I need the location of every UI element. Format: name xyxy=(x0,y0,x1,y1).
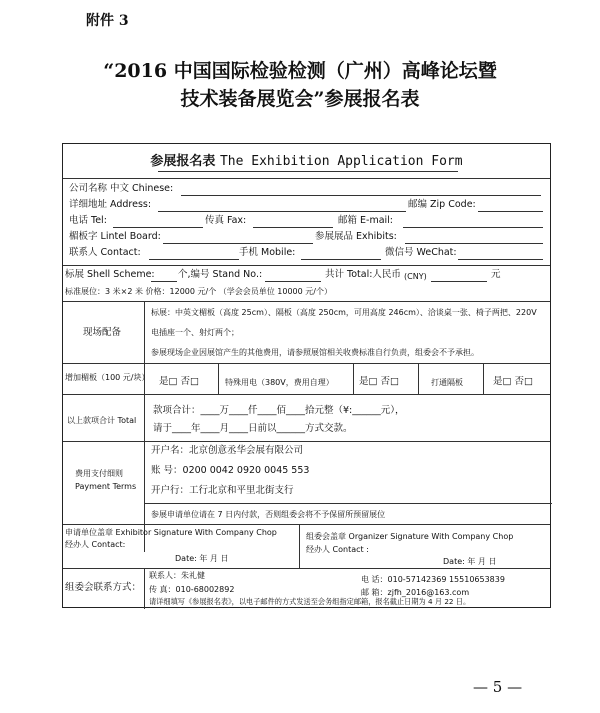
email-label: 邮箱 E-mail: xyxy=(338,215,394,226)
org-phone: 电 话：010-57142369 15510653839 xyxy=(361,575,505,584)
column-divider xyxy=(299,524,300,568)
tel-label: 电话 Tel: xyxy=(69,215,107,226)
organizer-contact-label: 经办人 Contact : xyxy=(306,545,369,554)
yuan-label: 元 xyxy=(491,269,501,280)
divider xyxy=(63,524,550,525)
booth-config-line1: 标展：中英文楣板（高度 25cm）、隔板（高度 250cm，可用高度 246cm）、洽谈桌一张、椅子两把、220V xyxy=(151,308,537,317)
account-number: 账 号：0200 0042 0920 0045 553 xyxy=(151,465,310,476)
lintel-field[interactable] xyxy=(163,243,313,244)
special-power-label: 特殊用电（380V，费用自理） xyxy=(225,378,334,387)
amount-line: 款项合计：____万____仟____佰____拾元整（¥:______元）， xyxy=(153,405,405,416)
application-form xyxy=(62,143,551,608)
mobile-label: 手机 Mobile: xyxy=(239,247,296,258)
booth-count-field[interactable] xyxy=(151,281,177,282)
booth-config-label: 现场配备 xyxy=(83,327,122,338)
payment-label-en: Payment Terms xyxy=(75,482,137,491)
divider xyxy=(144,503,552,504)
org-email: 邮 箱：zjfh_2016@163.com xyxy=(361,588,470,597)
divider xyxy=(63,394,550,395)
divider xyxy=(63,301,550,302)
form-header-cn: 参展报名表 xyxy=(150,154,216,169)
wechat-field[interactable] xyxy=(458,259,543,260)
booth-config-line2: 电插座一个、射灯两个； xyxy=(151,328,239,337)
special-power-choice[interactable]: 是□ 否□ xyxy=(359,376,399,387)
booth-config-line3: 参展现场企业因展馆产生的其他费用，请参照展馆相关收费标准自行负责，组委会不予承担。 xyxy=(151,348,479,357)
cny-label: (CNY) xyxy=(404,272,427,281)
divider xyxy=(63,178,550,179)
address-field[interactable] xyxy=(158,211,406,212)
pay-date-line: 请于____年____月____日前以______方式交款。 xyxy=(153,423,353,434)
fax-label: 传真 Fax: xyxy=(205,215,247,226)
org-contact-label: 组委会联系方式： xyxy=(65,582,142,593)
lintel-label: 楣板字 Lintel Board: xyxy=(69,231,161,242)
lintel-add-choice[interactable]: 是□ 否□ xyxy=(159,376,199,387)
exhibitor-date: Date: 年 月 日 xyxy=(175,554,229,563)
org-person: 联系人：朱礼健 xyxy=(149,571,205,580)
bank-name: 开户行：工行北京和平里北街支行 xyxy=(151,485,294,496)
divider xyxy=(63,441,550,442)
exhibitor-signature-label: 申请单位盖章 Exhibitor Signature With Company Chop xyxy=(65,528,277,537)
account-name: 开户名：北京创意丞华会展有限公司 xyxy=(151,445,304,456)
divider xyxy=(63,265,550,266)
org-fax: 传 真：010-68002892 xyxy=(149,585,235,594)
address-label: 详细地址 Address: xyxy=(69,199,152,210)
contact-field[interactable] xyxy=(149,259,239,260)
total-field[interactable] xyxy=(431,281,487,282)
column-divider xyxy=(483,363,484,394)
fax-field[interactable] xyxy=(253,227,333,228)
booth-scheme-label: 标展 Shell Scheme: xyxy=(65,269,155,280)
zip-field[interactable] xyxy=(478,211,543,212)
column-divider xyxy=(418,363,419,394)
zip-label: 邮编 Zip Code: xyxy=(408,199,476,210)
payment-note: 参展申请单位请在 7 日内付款，否则组委会将不予保留所预留展位 xyxy=(151,510,386,519)
page-number: — 5 — xyxy=(473,678,523,696)
column-divider xyxy=(144,568,145,609)
mobile-field[interactable] xyxy=(301,259,381,260)
partition-label: 打通隔板 xyxy=(431,378,463,387)
total-label: 共计 Total:人民币 xyxy=(325,269,401,280)
divider xyxy=(63,568,550,569)
lintel-add-label: 增加楣板（100 元/块） xyxy=(65,373,150,382)
exhibits-field[interactable] xyxy=(405,243,543,244)
exhibits-label: 参展展品 Exhibits: xyxy=(315,231,397,242)
tel-field[interactable] xyxy=(113,227,203,228)
organizer-signature-label: 组委会盖章 Organizer Signature With Company Chop xyxy=(306,532,514,541)
form-header xyxy=(63,150,550,169)
stand-no-field[interactable] xyxy=(265,281,321,282)
org-note: 请详细填写《参展报名表》，以电子邮件的方式发送至会务组指定邮箱，报名截止日期为 4 月 22 日。 xyxy=(149,597,471,606)
email-field[interactable] xyxy=(403,227,543,228)
wechat-label: 微信号 WeChat: xyxy=(385,247,457,258)
attachment-label: 附件 3 xyxy=(86,13,129,29)
company-name-label: 公司名称 中文 Chinese: xyxy=(69,183,174,194)
exhibitor-contact-label: 经办人 Contact: xyxy=(65,540,126,549)
form-header-en: The Exhibition Application Form xyxy=(219,154,463,169)
booth-unit-label: 个,编号 Stand No.: xyxy=(178,269,263,280)
column-divider xyxy=(144,301,145,552)
company-name-field[interactable] xyxy=(181,195,541,196)
header-underline xyxy=(158,171,458,172)
contact-label: 联系人 Contact: xyxy=(69,247,141,258)
total-above-label: 以上款项合计 Total xyxy=(67,416,137,425)
column-divider xyxy=(218,363,219,394)
document-title-line2: 技术装备展览会”参展报名表 xyxy=(180,88,420,110)
document-title-line1: “2016 中国国际检验检测（广州）高峰论坛暨 xyxy=(103,60,497,82)
divider xyxy=(63,363,550,364)
payment-label-cn: 费用支付细则 xyxy=(75,469,123,478)
column-divider xyxy=(353,363,354,394)
organizer-date: Date: 年 月 日 xyxy=(443,557,497,566)
price-line: 标准展位：3 米×2 米 价格：12000 元/个 （学会会员单位 10000 元/个） xyxy=(65,287,332,296)
partition-choice[interactable]: 是□ 否□ xyxy=(493,376,533,387)
